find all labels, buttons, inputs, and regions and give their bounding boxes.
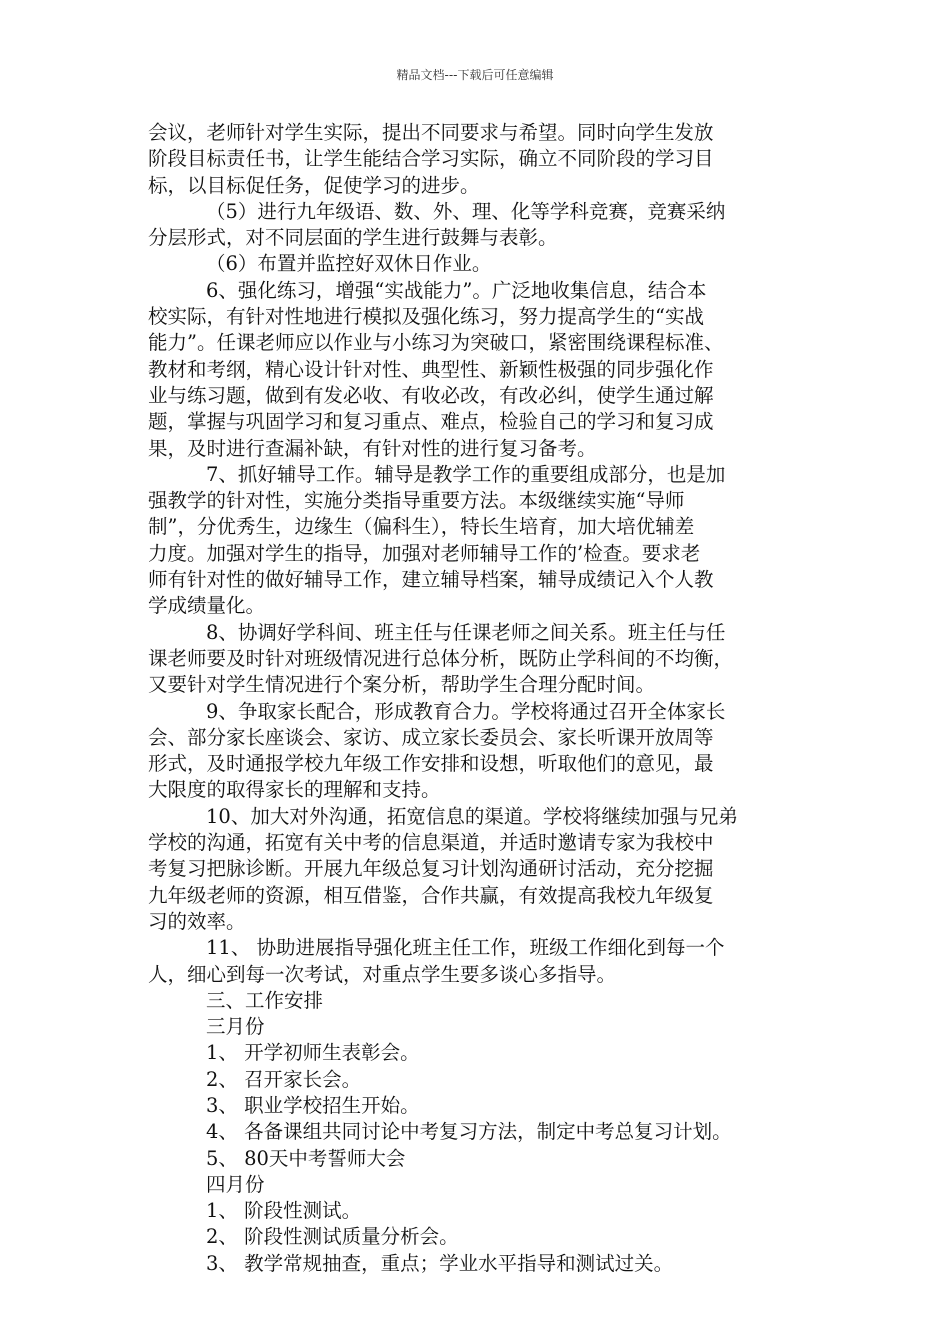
text-line: 形式，及时通报学校九年级工作安排和设想，听取他们的意见，最 (148, 752, 714, 776)
text-line: 力度。加强对学生的指导，加强对老师辅导工作的’检查。要求老 (148, 541, 701, 565)
section-heading: 三、工作安排 (206, 988, 324, 1012)
text-line: 分层形式，对不同层面的学生进行鼓舞与表彰。 (148, 226, 558, 250)
text-line: 标，以目标促任务，促使学习的进步。 (148, 173, 480, 197)
list-item: 4、 各备课组共同讨论中考复习方法，制定中考总复习计划。 (206, 1120, 732, 1144)
paragraph-start: （5）进行九年级语、数、外、理、化等学科竞赛，竞赛采纳 (206, 199, 726, 223)
text-line: 师有针对性的做好辅导工作，建立辅导档案，辅导成绩记入个人教 (148, 568, 714, 592)
text-line: 大限度的取得家长的理解和支持。 (148, 778, 441, 802)
paragraph-start: 10、加大对外沟通，拓宽信息的渠道。学校将继续加强与兄弟 (206, 804, 738, 828)
text-line: 强教学的针对性，实施分类指导重要方法。本级继续实施“导师 (148, 489, 685, 513)
paragraph-start: 8、协调好学科间、班主任与任课老师之间关系。班主任与任 (206, 620, 726, 644)
text-line: 题，掌握与巩固学习和复习重点、难点，检验自己的学习和复习成 (148, 410, 714, 434)
list-item: 2、 召开家长会。 (206, 1067, 362, 1091)
text-line: 会、部分家长座谈会、家访、成立家长委员会、家长听课开放周等 (148, 725, 714, 749)
paragraph-start: 9、争取家长配合，形成教育合力。学校将通过召开全体家长 (206, 699, 726, 723)
month-heading: 三月份 (206, 1015, 265, 1039)
text-line: 会议，老师针对学生实际，提出不同要求与希望。同时向学生发放 (148, 121, 714, 144)
text-line: 又要针对学生情况进行个案分析，帮助学生合理分配时间。 (148, 673, 656, 697)
text-line: 能力”。任课老师应以作业与小练习为突破口，紧密围绕课程标准、 (148, 331, 724, 355)
list-item: 5、 80天中考誓师大会 (206, 1146, 406, 1170)
text-line: 果，及时进行查漏补缺，有针对性的进行复习备考。 (148, 436, 597, 460)
text-line: 校实际，有针对性地进行模拟及强化练习，努力提高学生的“实战 (148, 305, 704, 329)
text-line: 学校的沟通，拓宽有关中考的信息渠道，并适时邀请专家为我校中 (148, 831, 714, 855)
paragraph-start: 6、强化练习，增强“实战能力”。广泛地收集信息，结合本 (206, 278, 707, 302)
list-item: 3、 教学常规抽查，重点；学业水平指导和测试过关。 (206, 1251, 674, 1275)
paragraph-start: （6）布置并监控好双休日作业。 (206, 252, 492, 276)
month-heading: 四月份 (206, 1172, 265, 1196)
document-body (148, 120, 808, 1277)
text-line: 人，细心到每一次考试，对重点学生要多谈心多指导。 (148, 962, 617, 986)
text-line: 考复习把脉诊断。开展九年级总复习计划沟通研讨活动，充分挖掘 (148, 857, 714, 881)
text-line: 习的效率。 (148, 909, 246, 933)
paragraph-start: 7、抓好辅导工作。辅导是教学工作的重要组成部分，也是加 (206, 462, 726, 486)
text-line: 课老师要及时针对班级情况进行总体分析，既防止学科间的不均衡， (148, 646, 734, 670)
page-header: 精品文档---下载后可任意编辑 (396, 68, 554, 82)
list-item: 1、 开学初师生表彰会。 (206, 1041, 420, 1065)
paragraph-start: 11、 协助进展指导强化班主任工作，班级工作细化到每一个 (206, 936, 725, 960)
text-line: 业与练习题，做到有发必收、有收必改，有改必纠，使学生通过解 (148, 383, 714, 407)
text-line: 阶段目标责任书，让学生能结合学习实际，确立不同阶段的学习目 (148, 147, 714, 171)
list-item: 1、 阶段性测试。 (206, 1199, 362, 1223)
list-item: 3、 职业学校招生开始。 (206, 1093, 420, 1117)
text-line: 制”，分优秀生，边缘生（偏科生），特长生培育，加大培优辅差 (148, 515, 695, 539)
text-line: 学成绩量化。 (148, 594, 266, 618)
list-item: 2、 阶段性测试质量分析会。 (206, 1225, 459, 1249)
text-line: 九年级老师的资源，相互借鉴，合作共赢，有效提高我校九年级复 (148, 883, 714, 907)
text-line: 教材和考纲，精心设计针对性、典型性、新颖性极强的同步强化作 (148, 357, 714, 381)
